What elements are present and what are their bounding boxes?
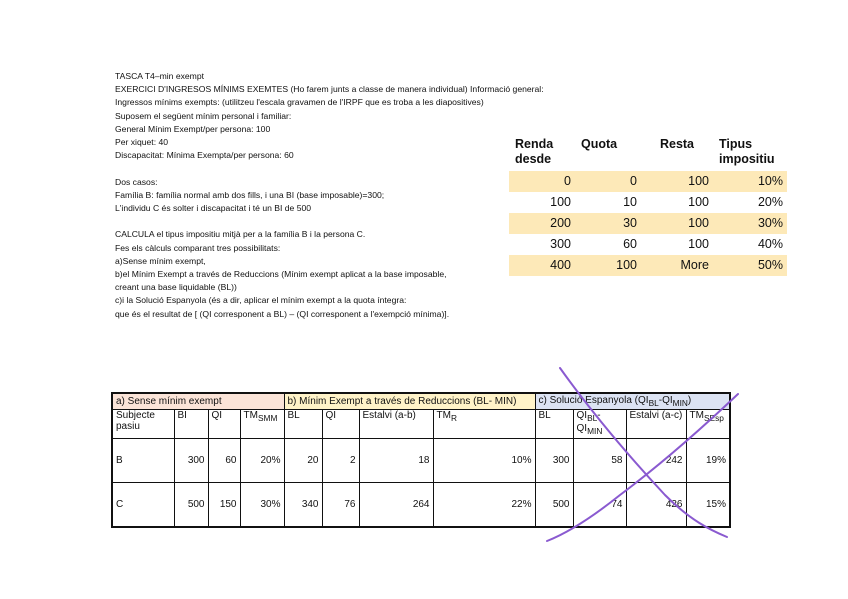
cell-resta: 100: [688, 237, 709, 251]
cases-heading: Dos casos:: [115, 176, 158, 187]
col-bl: BL: [284, 410, 322, 439]
section-c-mid: -QI: [658, 395, 673, 406]
col-qi-diff: [573, 410, 626, 439]
col-renda: Renda desde: [515, 137, 554, 166]
col-qi-b: QI: [322, 410, 359, 439]
cell-qi: 150: [208, 483, 240, 528]
results-table: [111, 392, 731, 528]
cell-bl-c: 300: [535, 439, 573, 483]
cell-estalvi-ab: 264: [359, 483, 433, 528]
cell-qi: 60: [208, 439, 240, 483]
col-qidiff-b: -QI: [576, 410, 601, 434]
col-qidiff-sub1: BL: [587, 413, 598, 423]
cell-renda: 400: [509, 255, 575, 276]
calc-instruction: Fes els càlculs comparant tres possibilitats:: [115, 242, 281, 253]
section-b-header: b) Mínim Exempt a través de Reduccions (BL- MIN): [284, 393, 535, 410]
col-tmr-label: TM: [436, 410, 451, 421]
instruction-line: Ingressos mínims exempts: (utilitzeu l'escala gravamen de l'IRPF que es troba a les diapositives): [115, 97, 484, 108]
cell-resta: More: [641, 255, 713, 276]
cell-bl: 20: [284, 439, 322, 483]
cell-tipus: 10%: [713, 171, 787, 192]
table-row: [509, 255, 787, 276]
option-a: a)Sense mínim exempt,: [115, 255, 206, 266]
cell-estalvi-ac: 242: [626, 439, 686, 483]
cell-tipus: 20%: [757, 195, 783, 209]
section-c-sub-bl: BL: [648, 398, 659, 408]
col-tm-sub: SMM: [257, 413, 278, 423]
table-row: [112, 439, 730, 483]
cell-tipus: 30%: [713, 213, 787, 234]
section-c-header: [535, 393, 730, 410]
cell-qi-b: 2: [322, 439, 359, 483]
minimum-child: Per xiquet: 40: [115, 137, 169, 148]
col-qidiff-a: QI: [576, 410, 588, 421]
cell-resta: 100: [641, 171, 713, 192]
exercise-heading: EXERCICI D'INGRESOS MÍNIMS EXEMTES (Ho farem junts a classe de manera individual) Informació general:: [115, 84, 544, 95]
cell-estalvi-ab: 18: [359, 439, 433, 483]
cell-tipus: 40%: [757, 237, 783, 251]
cell-renda: 200: [509, 213, 575, 234]
col-quota: Quota: [581, 137, 618, 151]
cell-renda: 100: [550, 195, 571, 209]
col-tmr-sub: R: [450, 413, 457, 423]
col-tm-smm: [240, 410, 284, 439]
cell-tm: 30%: [240, 483, 284, 528]
table-row: [509, 192, 787, 213]
cell-renda: 300: [550, 237, 571, 251]
option-b: b)el Mínim Exempt a través de Reduccions (Mínim exempt aplicat a la base imposable,: [115, 269, 447, 280]
col-subjecte: Subjecte pasiu: [112, 410, 174, 439]
cell-subjecte: B: [112, 439, 174, 483]
cell-tm-sesp: 19%: [686, 439, 730, 483]
cell-quota: 60: [623, 237, 637, 251]
option-c: c)i la Solució Espanyola (és a dir, aplicar el mínim exempt a la quota íntegra:: [115, 295, 407, 306]
col-tmse-label: TM: [689, 410, 704, 421]
cell-subjecte: C: [112, 483, 174, 528]
col-qidiff-sub2: MIN: [587, 426, 603, 436]
cell-bl: 340: [284, 483, 322, 528]
option-c-cont: que és el resultat de [ (QI corresponent a BL) – (QI corresponent a l'exempció mínima)].: [115, 308, 450, 319]
col-tm-label: TM: [243, 410, 258, 421]
col-estalvi-ab: Estalvi (a-b): [359, 410, 433, 439]
cell-resta: 100: [688, 195, 709, 209]
section-c-label: c) Solució Espanyola (QI: [538, 395, 649, 406]
cell-tm: 20%: [240, 439, 284, 483]
col-estalvi-ac: Estalvi (a-c): [626, 410, 686, 439]
cell-tm-r: 22%: [433, 483, 535, 528]
cell-qi-diff: 74: [573, 483, 626, 528]
cell-quota: 10: [623, 195, 637, 209]
table-row: [509, 171, 787, 192]
col-tipus: Tipus impositiu: [719, 137, 775, 166]
col-qi: QI: [208, 410, 240, 439]
section-a-header: a) Sense mínim exempt: [112, 393, 284, 410]
col-tmse-sub: SEsp: [703, 413, 724, 423]
cell-bl-c: 500: [535, 483, 573, 528]
col-resta: Resta: [659, 137, 695, 151]
section-c-end: ): [687, 395, 692, 406]
case-b: Família B: família normal amb dos fills, i una BI (base imposable)=300;: [115, 189, 385, 200]
minimum-disability: Discapacitat: Mínima Exempta/per persona: 60: [115, 150, 294, 161]
col-bi: BI: [174, 410, 208, 439]
cell-tipus: 50%: [713, 255, 787, 276]
cell-qi-b: 76: [322, 483, 359, 528]
col-tm-r: [433, 410, 535, 439]
col-bl-c: BL: [535, 410, 573, 439]
cell-renda: 0: [509, 171, 575, 192]
option-b-cont: creant una base liquidable (BL)): [115, 282, 237, 293]
table-row: [112, 483, 730, 528]
cell-quota: 0: [575, 171, 641, 192]
task-title: TASCA T4–min exempt: [115, 71, 204, 81]
cell-bi: 500: [174, 483, 208, 528]
table-row: [509, 213, 787, 234]
table-row: [509, 234, 787, 255]
cell-qi-diff: 58: [573, 439, 626, 483]
cell-bi: 300: [174, 439, 208, 483]
calc-instruction: CALCULA el tipus impositiu mitjà per a la família B i la persona C.: [115, 229, 366, 240]
case-c: L'individu C és solter i discapacitat i té un BI de 500: [115, 203, 312, 214]
cell-quota: 100: [575, 255, 641, 276]
tax-scale-table: [509, 137, 787, 276]
cell-resta: 100: [641, 213, 713, 234]
exercise-statement: [115, 70, 544, 321]
col-tm-sesp: [686, 410, 730, 439]
minimum-general: General Mínim Exempt/per persona: 100: [115, 123, 271, 134]
cell-estalvi-ac: 426: [626, 483, 686, 528]
cell-quota: 30: [575, 213, 641, 234]
instruction-line: Suposem el següent mínim personal i familiar:: [115, 110, 292, 121]
cell-tm-r: 10%: [433, 439, 535, 483]
cell-tm-sesp: 15%: [686, 483, 730, 528]
section-c-sub-min: MIN: [672, 398, 688, 408]
